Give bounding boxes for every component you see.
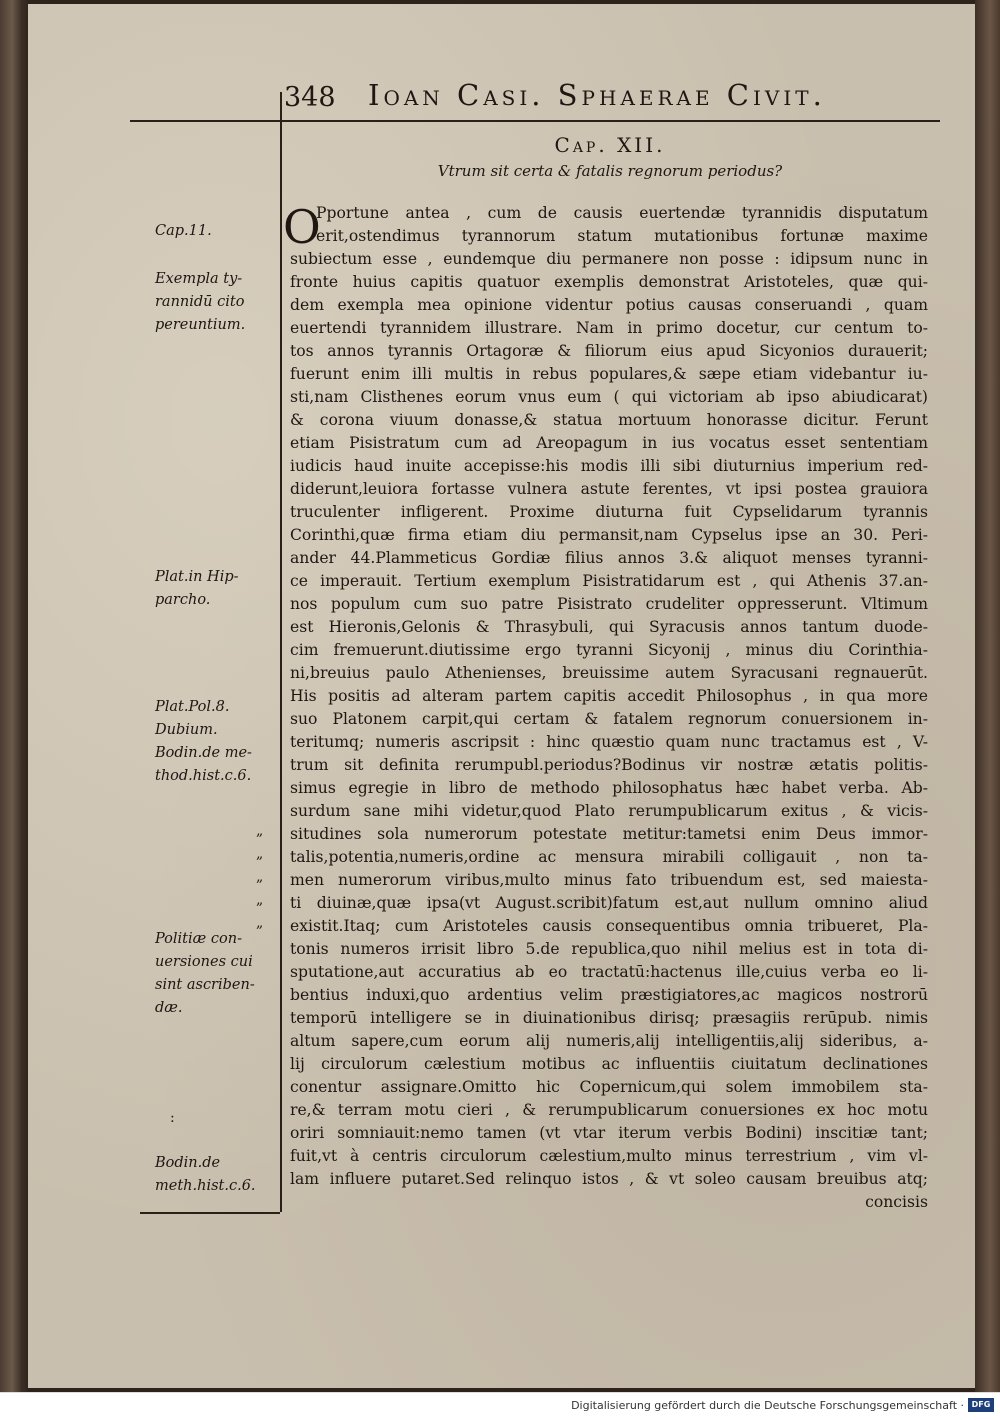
text-line: sputatione,aut accuratius ab eo tractatū:hactenus ille,cuius verba eo li- [290, 963, 928, 981]
text-line: His positis ad alteram partem capitis accedit Philosophus , in qua more [290, 687, 928, 705]
text-line: ti diuinæ,quæ ipsa(vt August.scribit)fatum est,aut nullum omnino aliud [290, 894, 928, 912]
text-line: temporū intelligere se in diuinationibus dirisq; præsagiis rerūpub. nimis [290, 1009, 928, 1027]
text-line: ni,breuius paulo Athenienses, breuissime autem Syracusani regnauerūt. [290, 664, 928, 682]
text-line: fuit,vt à centris circulorum cælestium,multo minus terrestrium , vim vl- [290, 1147, 928, 1165]
text-line: cim fremuerunt.diutissime ergo tyranni Sicyonij , minus diu Corinthia- [290, 641, 928, 659]
quote-mark: „ [256, 846, 264, 862]
column-rule [280, 92, 282, 1212]
quote-mark: „ [256, 869, 264, 885]
text-line: situdines sola numerorum potestate metitur:tametsi enim Deus immor- [290, 825, 928, 843]
margin-note: Politiæ con- uersiones cui sint ascriben- dæ. [155, 931, 255, 1016]
quote-marks [256, 820, 276, 935]
text-line: lij circulorum cælestium motibus ac influentiis ciuitatum declinationes [290, 1055, 928, 1073]
text-line: iudicis haud inuite accepisse:his modis illi sibi diuturnius imperium red- [290, 457, 928, 475]
quote-mark: „ [256, 823, 264, 839]
text-line: dem exempla mea opinione videntur potius causas conseruandi , quam [290, 296, 928, 314]
text-line: est Hieronis,Gelonis & Thrasybuli, qui Syracusis annos tantum duode- [290, 618, 928, 636]
text-line: bentius induxi,quo ardentius velim præstigiatores,ac magicos nostrorū [290, 986, 928, 1004]
book-edge [975, 0, 1000, 1392]
text-line: lam influere putaret.Sed relinquo istos , & vt soleo causam breuibus atq; [290, 1170, 928, 1188]
text-line: Pportune antea , cum de causis euertendæ tyrannidis disputatum [316, 204, 928, 222]
text-line: etiam Pisistratum cum ad Areopagum in ius vocatus esset sententiam [290, 434, 928, 452]
text-line: trum sit definita rerumpubl.periodus?Bodinus vir nostræ ætatis politis- [290, 756, 928, 774]
footer-bar [0, 1392, 1000, 1420]
text-line: ander 44.Plammeticus Gordiæ filius annos 3.& aliquot menses tyranni- [290, 549, 928, 567]
margin-note: Bodin.de meth.hist.c.6. [155, 1155, 256, 1194]
page-number: 348 [284, 82, 336, 113]
text-line: diderunt,leuiora fortasse vulnera astute ferentes, vt ipsi postea grauiora [290, 480, 928, 498]
margin-note: Plat.Pol.8. Dubium. Bodin.de me- thod.hist.c.6. [155, 699, 252, 784]
body-text [290, 202, 928, 1214]
text-line: ce imperauit. Tertium exemplum Pisistratidarum est , qui Athenis 37.an- [290, 572, 928, 590]
text-line: nos populum cum suo patre Pisistrato crudeliter oppresserunt. Vltimum [290, 595, 928, 613]
text-line: Corinthi,quæ firma etiam diu permansit,nam Cypselus ipse an 30. Peri- [290, 526, 928, 544]
running-head: Ioan Casi. Sphaerae Civit. [368, 78, 826, 112]
text-line: euertendi tyrannidem illustrare. Nam in primo docetur, cur centum to- [290, 319, 928, 337]
text-line: truculenter infligerent. Proxime diuturna fuit Cypselidarum tyrannis [290, 503, 928, 521]
drop-cap: O [283, 200, 321, 254]
margin-note: Exempla ty- rannidū cito pereuntium. [155, 271, 246, 333]
dfg-logo-icon: DFG [968, 1398, 994, 1412]
catchword: concisis [865, 1193, 928, 1211]
text-line: tonis numeros irrisit libro 5.de republica,quo nihil melius est in tota di- [290, 940, 928, 958]
text-line: teritumq; numeris ascripsit : hinc quæstio quam nunc tractamus est , V- [290, 733, 928, 751]
text-line: oriri somniauit:nemo tamen (vt vtar iterum verbis Bodini) inscitiæ tant; [290, 1124, 928, 1142]
text-line: re,& terram motu cieri , & rerumpublicarum conuersiones ex hoc motu [290, 1101, 928, 1119]
text-line: erit,ostendimus tyrannorum statum mutationibus fortunæ maxime [316, 227, 928, 245]
text-line: fuerunt enim illi multis in rebus populares,& sæpe etiam videbantur iu- [290, 365, 928, 383]
text-line: sti,nam Clisthenes eorum vnus eum ( qui victoriam ab ipso abiudicarat) [290, 388, 928, 406]
margin-note: Cap.11. [155, 223, 212, 239]
text-line: suo Platonem carpit,qui certam & fatalem regnorum conuersionem in- [290, 710, 928, 728]
text-line: tos annos tyrannis Ortagoræ & filiorum eius apud Sicyonios durauerit; [290, 342, 928, 360]
quote-mark: „ [256, 892, 264, 908]
chapter-title: Vtrum sit certa & fatalis regnorum periodus? [437, 162, 783, 180]
text-line: fronte huius capitis quatuor exemplis demonstrat Aristoteles, quæ qui- [290, 273, 928, 291]
text-line: men numerorum viribus,multo minus fato tribuendum est, sed maiesta- [290, 871, 928, 889]
text-line: talis,potentia,numeris,ordine ac mensura mirabili colligauit , non ta- [290, 848, 928, 866]
margin-bottom-rule [140, 1212, 280, 1214]
text-line: altum sapere,cum eorum alij numeris,alij intelligentiis,alij sideribus, a- [290, 1032, 928, 1050]
text-line: simus egregie in libro de methodo philosophatus hæc habet verba. Ab- [290, 779, 928, 797]
chapter-number: Cap. XII. [554, 133, 666, 157]
footer-credit: Digitalisierung gefördert durch die Deutsche Forschungsgemeinschaft · [571, 1399, 964, 1412]
quote-mark: „ [256, 915, 264, 931]
stray-mark: : [170, 1110, 175, 1126]
text-line: surdum sane mihi videtur,quod Plato rerumpublicarum exitus , & vicis- [290, 802, 928, 820]
text-line: & corona viuum donasse,& statua mortuum honorasse dicitur. Ferunt [290, 411, 928, 429]
header-rule [130, 120, 940, 122]
margin-note: Plat.in Hip- parcho. [155, 569, 239, 608]
text-line: existit.Itaq; cum Aristoteles causis consequentibus omnia tribueret, Pla- [290, 917, 928, 935]
text-line: subiectum esse , eundemque diu permanere non posse : idipsum nunc in [290, 250, 928, 268]
text-line: conentur assignare.Omitto hic Copernicum,qui solem immobilem sta- [290, 1078, 928, 1096]
